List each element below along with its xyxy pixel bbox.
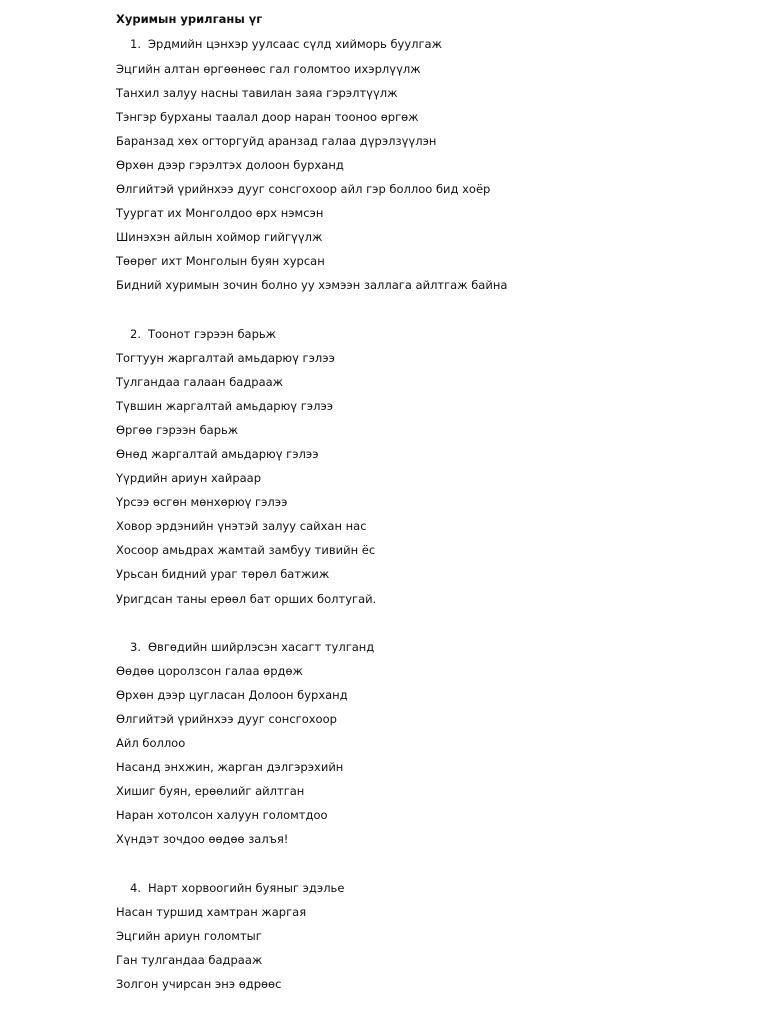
poem-line: Өөдөө цоролзсон галаа өрдөж <box>116 664 303 678</box>
poem-line: Ховор эрдэнийн үнэтэй залуу сайхан нас <box>116 519 367 533</box>
stanza-number: 1. <box>130 37 141 51</box>
poem-line: Өлгийтэй үрийнхээ дууг сонсгохоор <box>116 712 337 726</box>
stanza-heading <box>130 640 374 654</box>
stanza-heading-text: Нарт хорвоогийн буяныг эдэлье <box>148 881 345 895</box>
poem-line: Өрхөн дээр гэрэлтэх долоон бурханд <box>116 158 344 172</box>
poem-line: Золгон учирсан энэ өдрөөс <box>116 977 282 991</box>
poem-line: Урьсан бидний ураг төрөл батжиж <box>116 567 330 581</box>
poem-line: Хишиг буян, ерөөлийг айлтган <box>116 784 305 798</box>
stanza-heading-text: Эрдмийн цэнхэр уулсаас сүлд хийморь буулгаж <box>148 37 442 51</box>
poem-line: Эцгийн алтан өргөөнөөс гал голомтоо ихэрлүүлж <box>116 62 421 76</box>
poem-line: Төөрөг ихт Монголын буян хурсан <box>116 254 325 268</box>
poem-line: Насанд энхжин, жарган дэлгэрэхийн <box>116 760 344 774</box>
stanza-heading-text: Өвгөдийн шийрлэсэн хасагт тулганд <box>148 640 375 654</box>
poem-line: Өргөө гэрээн барьж <box>116 423 239 437</box>
poem-line: Насан туршид хамтран жаргая <box>116 905 307 919</box>
poem-line: Хүндэт зочдоо өөдөө залъя! <box>116 832 289 846</box>
poem-line: Өнөд жаргалтай амьдарюү гэлээ <box>116 447 319 461</box>
poem-line: Тэнгэр бурханы таалал доор наран тооноо өргөж <box>116 110 419 124</box>
stanza-heading <box>130 327 276 341</box>
stanza-number: 3. <box>130 640 141 654</box>
poem-line: Баранзад хөх огторгуйд аранзад галаа дүрэлзүүлэн <box>116 134 437 148</box>
poem-line: Өрхөн дээр цугласан Долоон бурханд <box>116 688 348 702</box>
poem-line: Шинэхэн айлын хоймор гийгүүлж <box>116 230 323 244</box>
poem-line: Өлгийтэй үрийнхээ дууг сонсгохоор айл гэр боллоо бид хоёр <box>116 182 491 196</box>
document-title: Хуримын урилганы үг <box>116 12 263 26</box>
poem-line: Эцгийн ариун голомтыг <box>116 929 262 943</box>
poem-line: Уригдсан таны ерөөл бат орших болтугай. <box>116 592 377 606</box>
poem-line: Үүрдийн ариун хайраар <box>116 471 262 485</box>
poem-line: Тулгандаа галаан бадрааж <box>116 375 284 389</box>
stanza-number: 2. <box>130 327 141 341</box>
stanza-heading-text: Тоонот гэрээн барьж <box>148 327 277 341</box>
poem-line: Үрсээ өсгөн мөнхөрюү гэлээ <box>116 495 288 509</box>
poem-line: Бидний хуримын зочин болно уу хэмээн заллага айлтгаж байна <box>116 278 508 292</box>
stanza-heading <box>130 881 344 895</box>
poem-line: Ган тулгандаа бадрааж <box>116 953 263 967</box>
poem-line: Айл боллоо <box>116 736 186 750</box>
poem-line: Наран хотолсон халуун голомтдоо <box>116 808 328 822</box>
poem-line: Танхил залуу насны тавилан заяа гэрэлтүүлж <box>116 86 398 100</box>
stanza-heading <box>130 37 442 51</box>
poem-line: Туургат их Монголдоо өрх нэмсэн <box>116 206 324 220</box>
poem-line: Түвшин жаргалтай амьдарюү гэлээ <box>116 399 334 413</box>
stanza-number: 4. <box>130 881 141 895</box>
poem-line: Хосоор амьдрах жамтай замбуу тивийн ёс <box>116 543 376 557</box>
poem-line: Тогтуун жаргалтай амьдарюү гэлээ <box>116 351 335 365</box>
